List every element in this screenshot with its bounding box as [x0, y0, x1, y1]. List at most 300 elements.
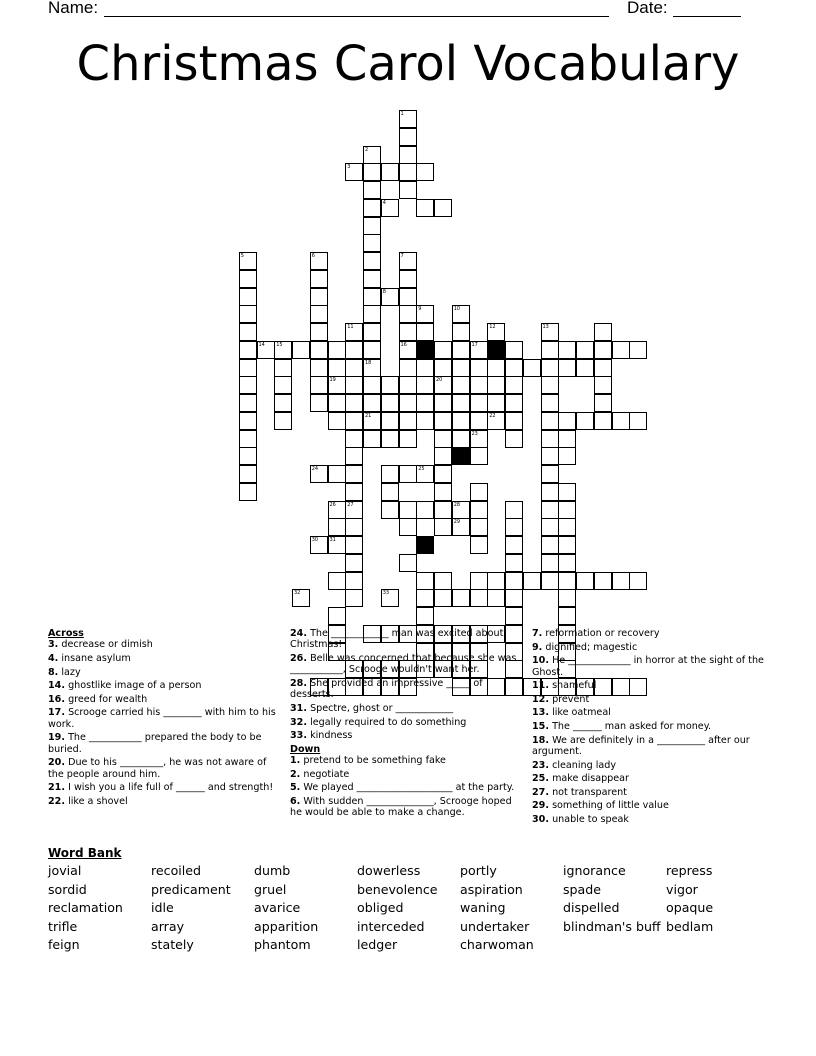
crossword-cell[interactable] — [381, 501, 399, 519]
crossword-cell[interactable] — [434, 394, 452, 412]
clue-text: I wish you a life full of ______ and strength! — [68, 782, 274, 794]
crossword-cell[interactable] — [629, 572, 647, 590]
crossword-cell[interactable] — [416, 163, 434, 181]
crossword-cell[interactable] — [558, 341, 576, 359]
crossword-cell[interactable] — [399, 288, 417, 306]
crossword-cell[interactable] — [328, 394, 346, 412]
crossword-cell[interactable] — [399, 465, 417, 483]
crossword-cell[interactable] — [345, 589, 363, 607]
down-clue — [532, 735, 764, 758]
clue-text: Spectre, ghost or ____________ — [310, 703, 454, 714]
crossword-cell[interactable] — [434, 465, 452, 483]
crossword-cell[interactable] — [363, 394, 381, 412]
crossword-cell[interactable] — [470, 501, 488, 519]
crossword-cell[interactable] — [434, 341, 452, 359]
crossword-cell[interactable] — [399, 252, 417, 270]
crossword-cell[interactable] — [629, 341, 647, 359]
crossword-cell[interactable] — [399, 394, 417, 412]
crossword-cell[interactable] — [416, 323, 434, 341]
crossword-cell[interactable] — [541, 430, 559, 448]
word-bank-item: sordid — [48, 881, 87, 897]
crossword-cell[interactable] — [434, 430, 452, 448]
crossword-cell[interactable] — [505, 501, 523, 519]
crossword-cell[interactable] — [399, 518, 417, 536]
crossword-cell[interactable] — [345, 412, 363, 430]
crossword-cell[interactable] — [363, 359, 381, 377]
clue-number: 29 — [453, 519, 461, 526]
crossword-cell[interactable] — [363, 199, 381, 217]
clue-num: 1. — [290, 755, 301, 767]
word-bank-item: recoiled — [151, 863, 202, 878]
crossword-cell[interactable] — [345, 536, 363, 554]
clue-number: 22 — [489, 412, 496, 419]
crossword-cell[interactable] — [416, 394, 434, 412]
crossword-cell[interactable] — [470, 589, 488, 607]
crossword-cell[interactable] — [470, 341, 488, 359]
word-bank-item: portly — [460, 863, 497, 878]
crossword-cell[interactable] — [505, 412, 523, 430]
crossword-cell[interactable] — [487, 412, 505, 430]
crossword-cell[interactable] — [310, 323, 328, 341]
crossword-cell[interactable] — [452, 323, 470, 341]
crossword-cell[interactable] — [399, 163, 417, 181]
crossword-cell[interactable] — [239, 412, 257, 430]
crossword-cell[interactable] — [505, 359, 523, 377]
crossword-cell[interactable] — [594, 376, 612, 394]
clue-text: We played ____________________ at the party. — [303, 782, 515, 794]
crossword-cell[interactable] — [363, 234, 381, 252]
clue-num: 7. — [532, 628, 543, 639]
crossword-cell[interactable] — [310, 359, 328, 377]
crossword-cell[interactable] — [363, 146, 381, 164]
clue-text: Belle was concerned that because she was ___________, Scrooge wouldn't want her. — [290, 653, 517, 676]
crossword-cell[interactable] — [452, 518, 470, 536]
crossword-block — [416, 536, 434, 554]
crossword-cell[interactable] — [541, 536, 559, 554]
down-clue — [532, 760, 764, 771]
crossword-cell[interactable] — [239, 341, 257, 359]
crossword-cell[interactable] — [558, 572, 576, 590]
crossword-cell[interactable] — [292, 589, 310, 607]
crossword-cell[interactable] — [381, 412, 399, 430]
crossword-cell[interactable] — [345, 501, 363, 519]
clue-number: 20 — [436, 377, 443, 384]
crossword-cell[interactable] — [363, 163, 381, 181]
crossword-cell[interactable] — [416, 572, 434, 590]
crossword-cell[interactable] — [576, 341, 594, 359]
word-bank-item: apparition — [254, 918, 319, 934]
crossword-cell[interactable] — [558, 447, 576, 465]
crossword-cell[interactable] — [363, 181, 381, 199]
crossword-cell[interactable] — [363, 376, 381, 394]
crossword-cell[interactable] — [434, 572, 452, 590]
crossword-cell[interactable] — [434, 412, 452, 430]
clue-text: Due to his _________, he was not aware of the people around him. — [48, 757, 267, 780]
crossword-cell[interactable] — [345, 163, 363, 181]
crossword-cell[interactable] — [558, 589, 576, 607]
crossword-cell[interactable] — [612, 572, 630, 590]
clue-number: 4 — [382, 199, 386, 206]
crossword-cell[interactable] — [328, 465, 346, 483]
crossword-cell[interactable] — [345, 430, 363, 448]
across-clue — [290, 678, 522, 701]
crossword-cell[interactable] — [399, 376, 417, 394]
crossword-cell[interactable] — [328, 607, 346, 625]
crossword-cell[interactable] — [345, 376, 363, 394]
crossword-cell[interactable] — [381, 465, 399, 483]
crossword-cell[interactable] — [470, 536, 488, 554]
crossword-cell[interactable] — [310, 376, 328, 394]
crossword-cell[interactable] — [399, 128, 417, 146]
crossword-cell[interactable] — [399, 359, 417, 377]
crossword-cell[interactable] — [345, 554, 363, 572]
crossword-cell[interactable] — [541, 554, 559, 572]
crossword-cell[interactable] — [629, 412, 647, 430]
crossword-cell[interactable] — [416, 305, 434, 323]
crossword-cell[interactable] — [541, 412, 559, 430]
clue-number: 7 — [400, 253, 404, 259]
crossword-cell[interactable] — [505, 536, 523, 554]
word-bank-item: array — [151, 918, 185, 934]
crossword-cell[interactable] — [576, 412, 594, 430]
crossword-cell[interactable] — [416, 412, 434, 430]
clue-text: dignified; magestic — [545, 641, 638, 653]
crossword-cell[interactable] — [363, 323, 381, 341]
crossword-cell[interactable] — [541, 483, 559, 501]
crossword-cell[interactable] — [434, 483, 452, 501]
crossword-cell[interactable] — [541, 501, 559, 519]
crossword-cell[interactable] — [274, 376, 292, 394]
crossword-cell[interactable] — [363, 288, 381, 306]
crossword-cell[interactable] — [416, 465, 434, 483]
clue-num: 27. — [532, 786, 549, 798]
crossword-cell[interactable] — [558, 536, 576, 554]
word-bank-item: ledger — [357, 937, 398, 952]
word-bank-item: dispelled — [563, 900, 620, 915]
crossword-cell[interactable] — [381, 394, 399, 412]
word-bank-heading: Word Bank — [48, 846, 122, 860]
crossword-cell[interactable] — [558, 518, 576, 536]
crossword-cell[interactable] — [470, 447, 488, 465]
clue-number: 8 — [382, 288, 386, 295]
crossword-cell[interactable] — [470, 430, 488, 448]
crossword-cell[interactable] — [239, 465, 257, 483]
crossword-cell[interactable] — [452, 394, 470, 412]
word-bank-item: stately — [151, 937, 194, 952]
crossword-cell[interactable] — [505, 376, 523, 394]
clue-number: 10 — [453, 306, 461, 313]
crossword-cell[interactable] — [541, 323, 559, 341]
clue-number: 32 — [294, 590, 301, 597]
crossword-cell[interactable] — [399, 501, 417, 519]
crossword-cell[interactable] — [612, 341, 630, 359]
word-bank-item: ignorance — [563, 863, 626, 878]
clue-number: 33 — [382, 590, 390, 597]
crossword-cell[interactable] — [381, 163, 399, 181]
crossword-cell[interactable] — [381, 376, 399, 394]
crossword-cell[interactable] — [594, 394, 612, 412]
clue-num: 6. — [290, 795, 301, 807]
crossword-block — [487, 341, 505, 359]
crossword-cell[interactable] — [541, 572, 559, 590]
crossword-cell[interactable] — [345, 465, 363, 483]
crossword-cell[interactable] — [558, 607, 576, 625]
crossword-cell[interactable] — [363, 412, 381, 430]
crossword-cell[interactable] — [487, 376, 505, 394]
crossword-cell[interactable] — [399, 554, 417, 572]
crossword-cell[interactable] — [416, 501, 434, 519]
crossword-cell[interactable] — [452, 341, 470, 359]
clue-number: 16 — [400, 341, 407, 348]
crossword-cell[interactable] — [487, 572, 505, 590]
crossword-cell[interactable] — [239, 394, 257, 412]
crossword-cell[interactable] — [434, 518, 452, 536]
clue-number: 24 — [311, 466, 319, 472]
crossword-cell[interactable] — [363, 270, 381, 288]
across-clue — [290, 653, 522, 676]
crossword-cell[interactable] — [328, 412, 346, 430]
crossword-cell[interactable] — [310, 341, 328, 359]
down-clue — [532, 814, 764, 825]
crossword-cell[interactable] — [434, 589, 452, 607]
crossword-cell[interactable] — [523, 572, 541, 590]
crossword-cell[interactable] — [487, 394, 505, 412]
crossword-cell[interactable] — [452, 430, 470, 448]
crossword-cell[interactable] — [310, 270, 328, 288]
crossword-cell[interactable] — [541, 518, 559, 536]
crossword-cell[interactable] — [239, 483, 257, 501]
crossword-cell[interactable] — [576, 572, 594, 590]
clue-number: 15 — [276, 341, 283, 348]
crossword-cell[interactable] — [594, 323, 612, 341]
clue-num: 4. — [48, 653, 59, 664]
crossword-cell[interactable] — [345, 447, 363, 465]
word-bank-item: reclamation — [48, 900, 123, 915]
crossword-cell[interactable] — [470, 572, 488, 590]
crossword-cell[interactable] — [452, 412, 470, 430]
crossword-cell[interactable] — [505, 394, 523, 412]
across-heading: Across — [48, 628, 84, 639]
across-clue — [48, 667, 280, 678]
clue-text: She provided an impressive _____ of desserts. — [290, 678, 483, 701]
crossword-cell[interactable] — [345, 518, 363, 536]
crossword-cell[interactable] — [239, 447, 257, 465]
crossword-cell[interactable] — [416, 607, 434, 625]
crossword-cell[interactable] — [328, 572, 346, 590]
crossword-cell[interactable] — [292, 341, 310, 359]
crossword-cell[interactable] — [452, 376, 470, 394]
crossword-cell[interactable] — [470, 359, 488, 377]
crossword-cell[interactable] — [505, 554, 523, 572]
crossword-cell[interactable] — [416, 359, 434, 377]
crossword-cell[interactable] — [363, 430, 381, 448]
crossword-cell[interactable] — [363, 252, 381, 270]
crossword-cell[interactable] — [399, 341, 417, 359]
crossword-cell[interactable] — [434, 199, 452, 217]
crossword-cell[interactable] — [487, 323, 505, 341]
clue-num: 16. — [48, 693, 65, 705]
across-clue — [48, 707, 280, 730]
crossword-cell[interactable] — [558, 430, 576, 448]
crossword-cell[interactable] — [541, 447, 559, 465]
crossword-cell[interactable] — [328, 376, 346, 394]
clue-text: reformation or recovery — [545, 628, 660, 639]
clue-number: 13 — [542, 324, 549, 330]
crossword-cell[interactable] — [328, 501, 346, 519]
crossword-cell[interactable] — [345, 359, 363, 377]
crossword-cell[interactable] — [239, 323, 257, 341]
clue-number: 28 — [453, 501, 461, 508]
crossword-cell[interactable] — [470, 518, 488, 536]
crossword-cell[interactable] — [399, 146, 417, 164]
clues-column-2 — [290, 628, 522, 821]
crossword-cell[interactable] — [452, 305, 470, 323]
clue-number: 31 — [329, 537, 336, 543]
crossword-cell[interactable] — [505, 430, 523, 448]
down-clue — [290, 769, 522, 780]
crossword-cell[interactable] — [399, 323, 417, 341]
crossword-cell[interactable] — [505, 518, 523, 536]
crossword-cell[interactable] — [257, 341, 275, 359]
crossword-cell[interactable] — [470, 394, 488, 412]
crossword-cell[interactable] — [399, 110, 417, 128]
clue-num: 33. — [290, 730, 307, 742]
crossword-cell[interactable] — [558, 483, 576, 501]
clue-number: 14 — [258, 341, 265, 348]
crossword-cell[interactable] — [274, 341, 292, 359]
crossword-cell[interactable] — [505, 589, 523, 607]
clue-num: 13. — [532, 707, 549, 719]
crossword-block — [452, 447, 470, 465]
crossword-cell[interactable] — [345, 483, 363, 501]
crossword-cell[interactable] — [434, 447, 452, 465]
clue-num: 24. — [290, 628, 307, 639]
crossword-cell[interactable] — [274, 359, 292, 377]
crossword-cell[interactable] — [381, 288, 399, 306]
crossword-cell[interactable] — [328, 518, 346, 536]
crossword-cell[interactable] — [239, 252, 257, 270]
crossword-cell[interactable] — [399, 181, 417, 199]
crossword-cell[interactable] — [328, 536, 346, 554]
crossword-cell[interactable] — [345, 341, 363, 359]
word-bank-item: jovial — [48, 863, 82, 878]
crossword-cell[interactable] — [310, 288, 328, 306]
crossword-cell[interactable] — [594, 412, 612, 430]
crossword-cell[interactable] — [470, 412, 488, 430]
crossword-cell[interactable] — [399, 412, 417, 430]
clue-text: legally required to do something — [310, 716, 467, 728]
crossword-cell[interactable] — [239, 270, 257, 288]
crossword-cell[interactable] — [612, 412, 630, 430]
crossword-cell[interactable] — [399, 305, 417, 323]
crossword-cell[interactable] — [558, 501, 576, 519]
crossword-cell[interactable] — [558, 554, 576, 572]
crossword-cell[interactable] — [523, 359, 541, 377]
crossword-cell[interactable] — [381, 483, 399, 501]
crossword-cell[interactable] — [452, 501, 470, 519]
clue-text: lazy — [61, 666, 81, 678]
crossword-cell[interactable] — [310, 305, 328, 323]
crossword-cell[interactable] — [381, 589, 399, 607]
crossword-cell[interactable] — [505, 607, 523, 625]
down-clue — [290, 796, 522, 819]
crossword-cell[interactable] — [541, 465, 559, 483]
clues-column-1 — [48, 628, 280, 810]
crossword-cell[interactable] — [594, 359, 612, 377]
crossword-cell[interactable] — [399, 430, 417, 448]
clue-num: 23. — [532, 759, 549, 771]
crossword-cell[interactable] — [416, 589, 434, 607]
crossword-cell[interactable] — [239, 376, 257, 394]
crossword-cell[interactable] — [541, 359, 559, 377]
crossword-cell[interactable] — [470, 376, 488, 394]
clue-text: decrease or dimish — [61, 639, 153, 651]
crossword-cell[interactable] — [310, 465, 328, 483]
crossword-cell[interactable] — [487, 359, 505, 377]
crossword-cell[interactable] — [470, 483, 488, 501]
crossword-cell[interactable] — [239, 430, 257, 448]
crossword-cell[interactable] — [345, 394, 363, 412]
crossword-cell[interactable] — [487, 589, 505, 607]
crossword-cell[interactable] — [434, 359, 452, 377]
crossword-cell[interactable] — [328, 341, 346, 359]
crossword-cell[interactable] — [541, 376, 559, 394]
crossword-cell[interactable] — [399, 270, 417, 288]
crossword-cell[interactable] — [363, 341, 381, 359]
crossword-cell[interactable] — [345, 572, 363, 590]
crossword-cell[interactable] — [505, 572, 523, 590]
crossword-cell[interactable] — [310, 394, 328, 412]
crossword-cell[interactable] — [274, 412, 292, 430]
clue-number: 3 — [347, 164, 351, 171]
crossword-cell[interactable] — [239, 288, 257, 306]
crossword-cell[interactable] — [416, 376, 434, 394]
crossword-cell[interactable] — [452, 589, 470, 607]
clue-number: 25 — [418, 466, 425, 472]
crossword-cell[interactable] — [310, 536, 328, 554]
clue-number: 1 — [400, 111, 404, 117]
crossword-cell[interactable] — [381, 199, 399, 217]
crossword-cell[interactable] — [541, 341, 559, 359]
crossword-cell[interactable] — [434, 501, 452, 519]
crossword-cell[interactable] — [239, 359, 257, 377]
clue-num: 25. — [532, 773, 549, 785]
clue-text: ghostlike image of a person — [68, 680, 202, 692]
crossword-cell[interactable] — [594, 572, 612, 590]
crossword-cell[interactable] — [594, 341, 612, 359]
crossword-cell[interactable] — [505, 341, 523, 359]
crossword-cell[interactable] — [434, 376, 452, 394]
crossword-cell[interactable] — [239, 305, 257, 323]
across-clue — [48, 680, 280, 691]
crossword-cell[interactable] — [541, 394, 559, 412]
crossword-cell[interactable] — [416, 199, 434, 217]
crossword-cell[interactable] — [558, 359, 576, 377]
crossword-cell[interactable] — [345, 323, 363, 341]
crossword-cell[interactable] — [274, 394, 292, 412]
crossword-cell[interactable] — [558, 412, 576, 430]
word-bank-item: idle — [151, 900, 174, 915]
crossword-cell[interactable] — [381, 430, 399, 448]
across-clue — [290, 730, 522, 741]
crossword-cell[interactable] — [310, 252, 328, 270]
crossword-cell[interactable] — [363, 305, 381, 323]
crossword-cell[interactable] — [363, 217, 381, 235]
clue-number: 6 — [311, 253, 315, 259]
crossword-cell[interactable] — [452, 359, 470, 377]
crossword-cell[interactable] — [328, 359, 346, 377]
crossword-cell[interactable] — [576, 359, 594, 377]
